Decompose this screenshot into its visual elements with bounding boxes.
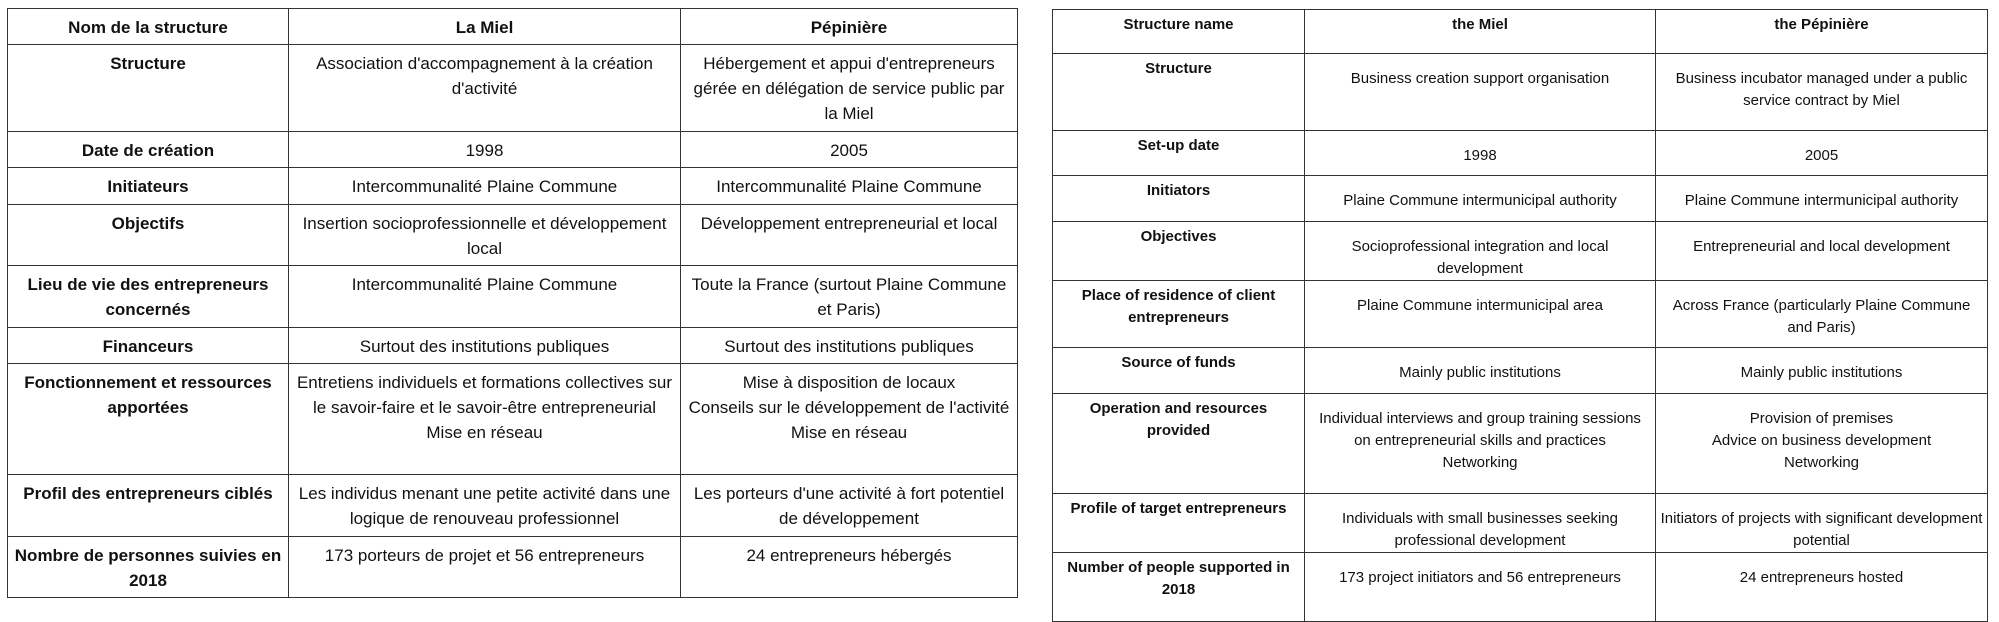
cell-pepiniere — [1656, 348, 1988, 394]
cell-line: 173 project initiators and 56 entrepreneurs — [1339, 569, 1621, 586]
cell-line: Across France (particularly Plaine Commune and Paris) — [1672, 297, 1971, 336]
cell-line: Mise en réseau — [426, 423, 543, 442]
table-row — [1053, 131, 1988, 176]
cell-line: Business creation support organisation — [1350, 70, 1610, 87]
header-row — [8, 9, 1018, 45]
cell-miel — [289, 266, 681, 328]
cell-miel — [289, 205, 681, 266]
french-comparison-table — [7, 8, 1018, 598]
cell-line: Networking — [1442, 454, 1518, 471]
cell-line: Surtout des institutions publiques — [724, 337, 974, 356]
cell-line: Association d'accompagnement à la création d'activité — [316, 54, 653, 98]
row-label: Operation and resources provided — [1053, 394, 1305, 494]
cell-line: 24 entrepreneurs hébergés — [746, 546, 952, 565]
cell-line: Mainly public institutions — [1740, 364, 1903, 381]
cell-line: 173 porteurs de projet et 56 entrepreneurs — [324, 546, 645, 565]
cell-line: 2005 — [1804, 147, 1839, 164]
table-row — [1053, 54, 1988, 131]
table-row — [1053, 281, 1988, 348]
cell-miel — [289, 537, 681, 598]
cell-line: Individual interviews and group training sessions on entrepreneurial skills and practices — [1319, 410, 1641, 449]
cell-line: Networking — [1783, 454, 1860, 471]
row-label: Profil des entrepreneurs ciblés — [8, 475, 289, 537]
cell-line: 1998 — [1463, 147, 1497, 164]
cell-pepiniere — [1656, 222, 1988, 281]
cell-pepiniere — [681, 45, 1018, 132]
cell-line: Surtout des institutions publiques — [359, 337, 610, 356]
row-label: Set-up date — [1053, 131, 1305, 176]
cell-line: 1998 — [465, 141, 504, 160]
cell-line: Intercommunalité Plaine Commune — [351, 275, 618, 294]
cell-miel — [1305, 222, 1656, 281]
row-label: Objectives — [1053, 222, 1305, 281]
row-label: Source of funds — [1053, 348, 1305, 394]
cell-line: Business incubator managed under a public service contract by Miel — [1675, 70, 1968, 109]
column-header: the Miel — [1305, 10, 1656, 54]
row-label: Nombre de personnes suivies en 2018 — [8, 537, 289, 598]
cell-miel — [1305, 348, 1656, 394]
table-row — [1053, 176, 1988, 222]
table-row — [8, 132, 1018, 168]
column-header: Pépinière — [681, 9, 1018, 45]
cell-miel — [1305, 553, 1656, 622]
column-header: La Miel — [289, 9, 681, 45]
cell-pepiniere — [1656, 176, 1988, 222]
cell-line: 2005 — [830, 141, 868, 160]
cell-line: Conseils sur le développement de l'activité — [688, 398, 1010, 417]
row-label: Fonctionnement et ressources apportées — [8, 364, 289, 475]
column-header: Structure name — [1053, 10, 1305, 54]
cell-pepiniere — [1656, 553, 1988, 622]
cell-pepiniere — [681, 364, 1018, 475]
cell-line: Mainly public institutions — [1399, 364, 1561, 381]
row-label: Structure — [8, 45, 289, 132]
cell-line: 24 entrepreneurs hosted — [1739, 569, 1904, 586]
cell-line: Toute la France (surtout Plaine Commune et Paris) — [691, 275, 1007, 319]
cell-pepiniere — [681, 205, 1018, 266]
header-row — [1053, 10, 1988, 54]
cell-line: Les individus menant une petite activité dans une logique de renouveau professionnel — [298, 484, 671, 528]
cell-miel — [1305, 494, 1656, 553]
table-row — [1053, 394, 1988, 494]
english-comparison-table — [1052, 9, 1988, 622]
cell-pepiniere — [681, 328, 1018, 364]
cell-line: Individuals with small businesses seeking professional development — [1342, 510, 1618, 549]
cell-line: Hébergement et appui d'entrepreneurs gérée en délégation de service public par la Miel — [693, 54, 1005, 123]
cell-line: Insertion socioprofessionnelle et développement local — [302, 214, 667, 258]
column-header: the Pépinière — [1656, 10, 1988, 54]
cell-line: Provision of premises — [1749, 410, 1894, 427]
cell-line: Mise en réseau — [790, 423, 908, 442]
cell-pepiniere — [681, 266, 1018, 328]
cell-pepiniere — [681, 168, 1018, 205]
cell-line: Entrepreneurial and local development — [1693, 238, 1950, 255]
cell-line: Initiators of projects with significant development potential — [1660, 510, 1983, 549]
table-row — [8, 537, 1018, 598]
cell-line: Plaine Commune intermunicipal area — [1357, 297, 1603, 314]
row-label: Financeurs — [8, 328, 289, 364]
cell-pepiniere — [1656, 131, 1988, 176]
cell-line: Plaine Commune intermunicipal authority — [1343, 192, 1617, 209]
table-row — [8, 328, 1018, 364]
row-label: Structure — [1053, 54, 1305, 131]
row-label: Initiators — [1053, 176, 1305, 222]
cell-line: Intercommunalité Plaine Commune — [716, 177, 982, 196]
cell-line: Les porteurs d'une activité à fort potentiel de développement — [693, 484, 1005, 528]
cell-miel — [289, 364, 681, 475]
table-row — [8, 45, 1018, 132]
cell-pepiniere — [681, 132, 1018, 168]
row-label: Objectifs — [8, 205, 289, 266]
cell-pepiniere — [1656, 281, 1988, 348]
table-row — [1053, 494, 1988, 553]
cell-miel — [289, 45, 681, 132]
cell-miel — [289, 328, 681, 364]
cell-miel — [1305, 54, 1656, 131]
cell-miel — [1305, 176, 1656, 222]
cell-pepiniere — [681, 475, 1018, 537]
table-row — [1053, 222, 1988, 281]
table-row — [8, 475, 1018, 537]
table-row — [1053, 553, 1988, 622]
table-row — [8, 364, 1018, 475]
cell-line: Développement entrepreneurial et local — [700, 214, 998, 233]
cell-miel — [1305, 281, 1656, 348]
column-header: Nom de la structure — [8, 9, 289, 45]
cell-pepiniere — [1656, 54, 1988, 131]
cell-miel — [289, 475, 681, 537]
cell-line: Intercommunalité Plaine Commune — [351, 177, 618, 196]
cell-line: Advice on business development — [1711, 432, 1932, 449]
cell-line: Mise à disposition de locaux — [742, 373, 956, 392]
cell-miel — [289, 168, 681, 205]
row-label: Date de création — [8, 132, 289, 168]
table-row — [8, 266, 1018, 328]
row-label: Initiateurs — [8, 168, 289, 205]
table-row — [8, 205, 1018, 266]
cell-miel — [1305, 131, 1656, 176]
table-row — [1053, 348, 1988, 394]
cell-line: Plaine Commune intermunicipal authority — [1684, 192, 1959, 209]
cell-miel — [289, 132, 681, 168]
row-label: Number of people supported in 2018 — [1053, 553, 1305, 622]
table-row — [8, 168, 1018, 205]
row-label: Lieu de vie des entrepreneurs concernés — [8, 266, 289, 328]
cell-line: Socioprofessional integration and local development — [1351, 238, 1609, 277]
cell-miel — [1305, 394, 1656, 494]
cell-pepiniere — [681, 537, 1018, 598]
cell-pepiniere — [1656, 394, 1988, 494]
cell-line: Entretiens individuels et formations collectives sur le savoir-faire et le savoir-être entrepreneurial — [296, 373, 673, 417]
row-label: Place of residence of client entrepreneurs — [1053, 281, 1305, 348]
row-label: Profile of target entrepreneurs — [1053, 494, 1305, 553]
cell-pepiniere — [1656, 494, 1988, 553]
